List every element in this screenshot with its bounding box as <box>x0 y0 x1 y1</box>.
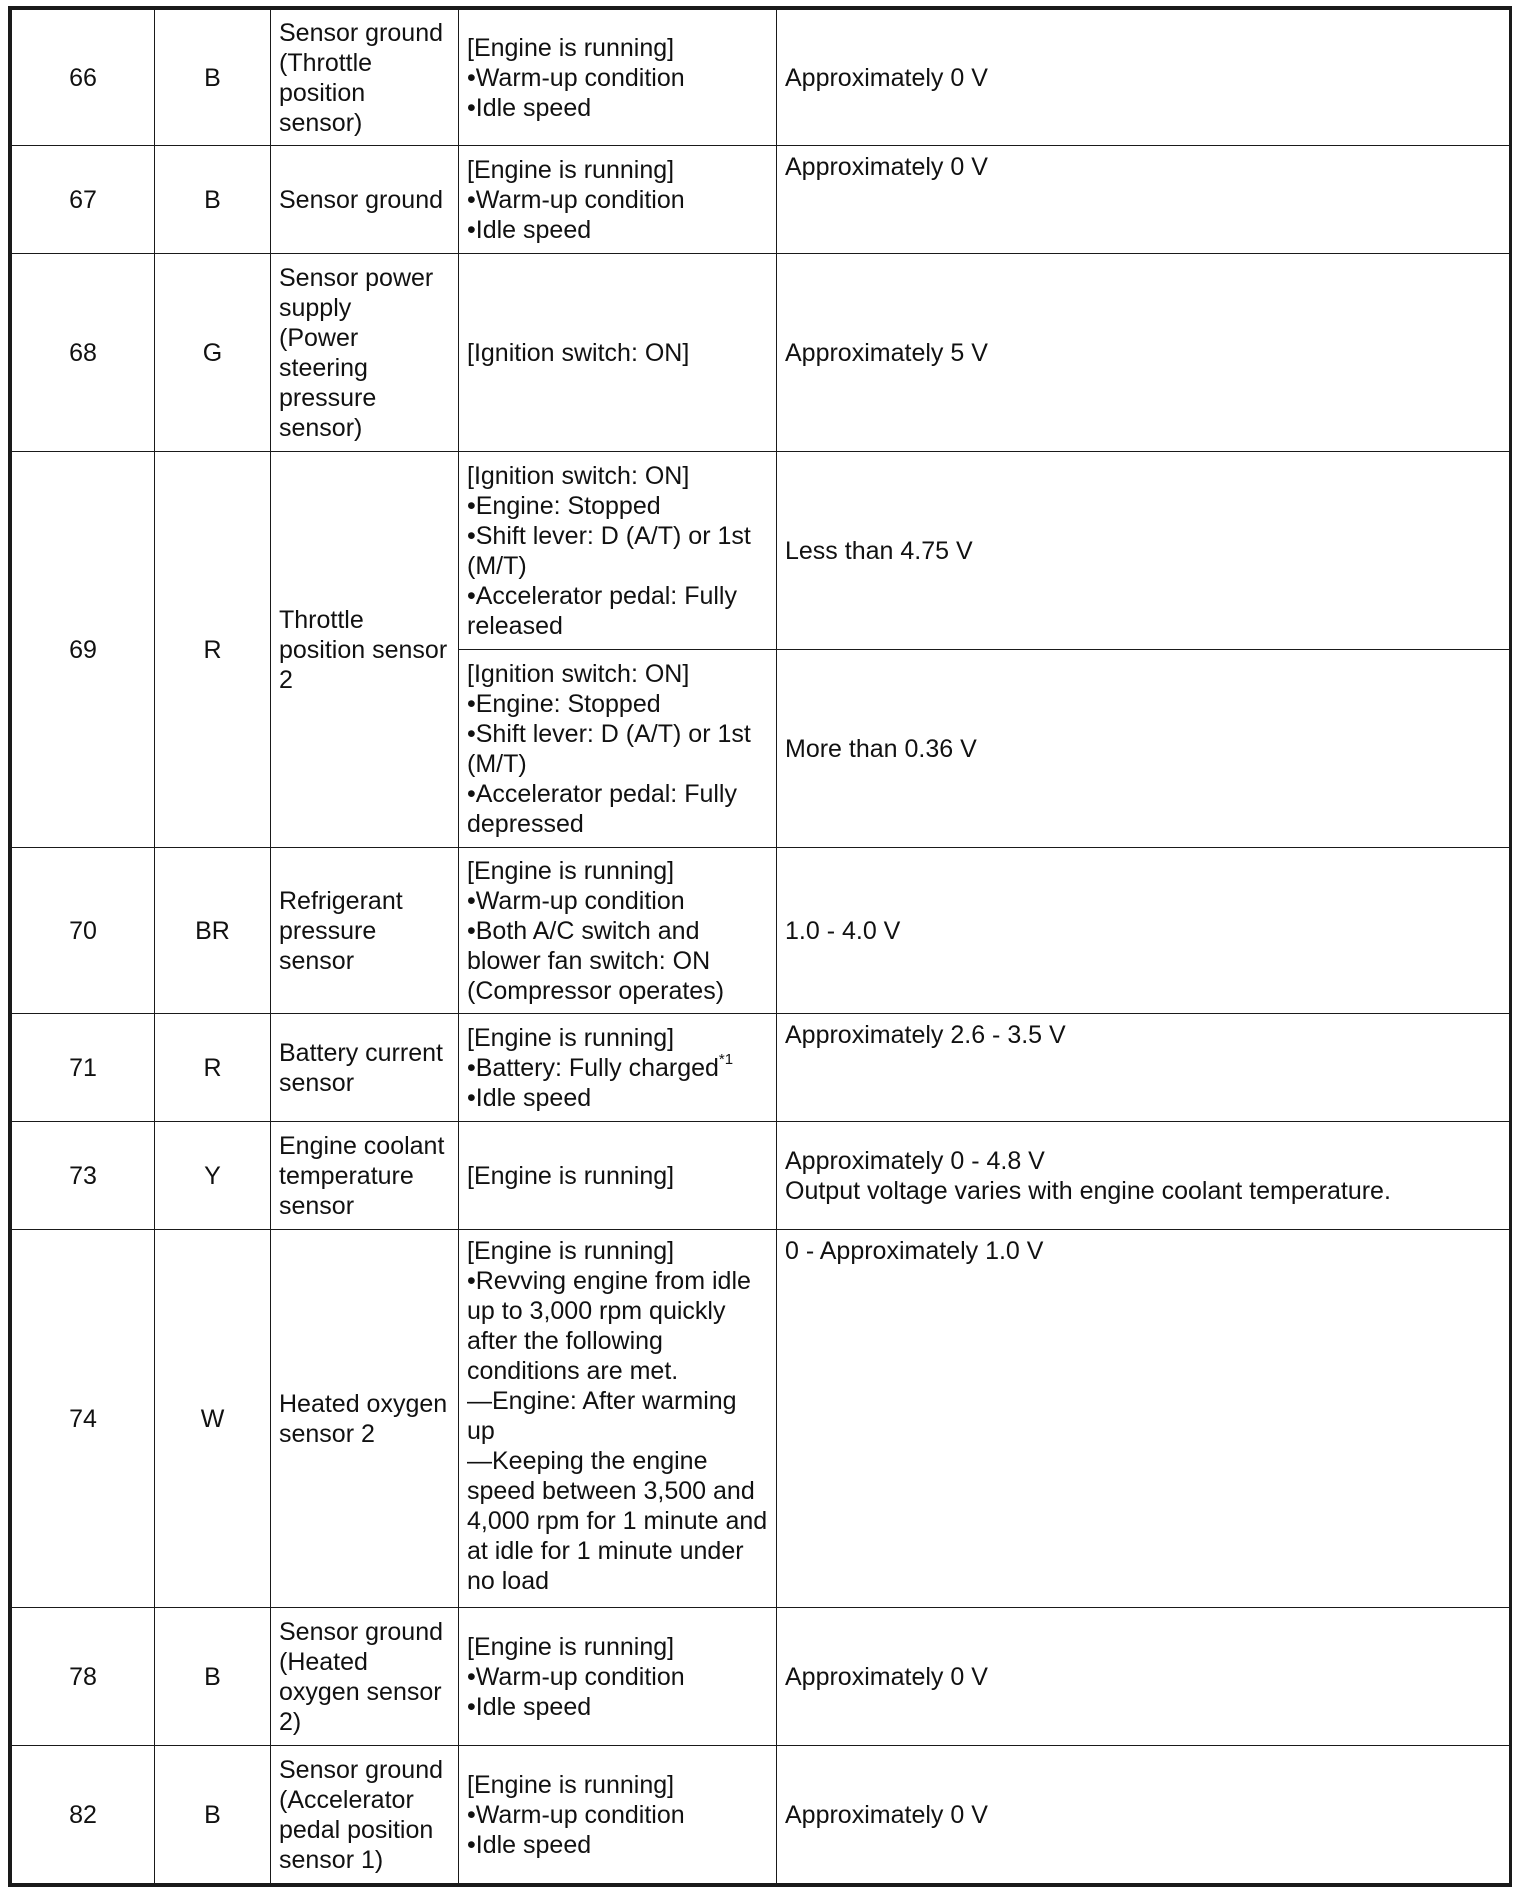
wire-color: B <box>155 10 271 146</box>
condition-line: at idle for 1 minute under <box>467 1537 744 1565</box>
condition-line: (Compressor operates) <box>467 976 725 1005</box>
condition-line: 4,000 rpm for 1 minute and <box>467 1507 768 1535</box>
condition-line: [Engine is running] <box>467 856 675 885</box>
condition-line: •Idle speed <box>467 1830 592 1859</box>
condition-cell <box>459 1746 777 1884</box>
table-row <box>12 1014 1510 1122</box>
condition-cell <box>459 1230 777 1608</box>
signal-description: Sensor ground (Heated oxygen sensor 2) <box>271 1608 459 1746</box>
condition-line: blower fan switch: ON <box>467 946 711 975</box>
value-cell: More than 0.36 V <box>777 650 1510 848</box>
wire-color: B <box>155 1608 271 1746</box>
wire-color: B <box>155 146 271 254</box>
signal-description: Throttle position sensor 2 <box>271 452 459 848</box>
value-cell: Approximately 0 V <box>777 1608 1510 1746</box>
condition-line: •Idle speed <box>467 1692 592 1721</box>
value-cell: Approximately 0 - 4.8 V Output voltage varies with engine coolant temperature. <box>777 1122 1510 1230</box>
condition-line: •Shift lever: D (A/T) or 1st <box>467 521 751 550</box>
table-row <box>12 848 1510 1014</box>
condition-cell <box>459 254 777 452</box>
condition-line: [Engine is running] <box>467 1770 675 1799</box>
terminal-number: 66 <box>12 10 155 146</box>
ecm-terminal-table-sheet <box>8 6 1512 1887</box>
condition-cell <box>459 1608 777 1746</box>
value-cell: Approximately 0 V <box>777 1746 1510 1884</box>
condition-line: •Engine: Stopped <box>467 689 661 718</box>
signal-description: Sensor power supply (Power steering pressure sensor) <box>271 254 459 452</box>
table-row <box>12 146 1510 254</box>
value-cell: Approximately 0 V <box>777 146 1510 254</box>
wire-color: W <box>155 1230 271 1608</box>
signal-description: Battery current sensor <box>271 1014 459 1122</box>
condition-line: •Warm-up condition <box>467 63 685 92</box>
terminal-number: 71 <box>12 1014 155 1122</box>
condition-line: (M/T) <box>467 749 527 778</box>
condition-line: [Engine is running] <box>467 1237 675 1265</box>
condition-line: •Shift lever: D (A/T) or 1st <box>467 719 751 748</box>
terminal-number: 82 <box>12 1746 155 1884</box>
condition-cell <box>459 146 777 254</box>
value-cell: Less than 4.75 V <box>777 452 1510 650</box>
terminal-number: 69 <box>12 452 155 848</box>
terminal-number: 74 <box>12 1230 155 1608</box>
table-row <box>12 1230 1510 1608</box>
condition-line: depressed <box>467 809 584 838</box>
value-cell: 1.0 - 4.0 V <box>777 848 1510 1014</box>
condition-line: •Battery: Fully charged$^{*1}$ <box>467 1051 734 1082</box>
condition-line: [Ignition switch: ON] <box>467 659 690 688</box>
terminal-number: 70 <box>12 848 155 1014</box>
table-row <box>12 1122 1510 1230</box>
condition-line: (M/T) <box>467 551 527 580</box>
condition-line: [Engine is running] <box>467 1023 675 1052</box>
terminal-number: 73 <box>12 1122 155 1230</box>
condition-line: conditions are met. <box>467 1357 679 1385</box>
condition-line: •Idle speed <box>467 93 592 122</box>
condition-line: up <box>467 1417 495 1445</box>
condition-line: after the following <box>467 1327 663 1355</box>
value-cell: 0 - Approximately 1.0 V <box>777 1230 1510 1608</box>
value-cell: Approximately 5 V <box>777 254 1510 452</box>
condition-line: •Accelerator pedal: Fully <box>467 581 737 610</box>
condition-line: [Ignition switch: ON] <box>467 338 690 367</box>
terminal-number: 68 <box>12 254 155 452</box>
terminal-number: 67 <box>12 146 155 254</box>
condition-line: •Engine: Stopped <box>467 491 661 520</box>
condition-line: [Engine is running] <box>467 1632 675 1661</box>
wire-color: Y <box>155 1122 271 1230</box>
signal-description: Sensor ground (Accelerator pedal position sensor 1) <box>271 1746 459 1884</box>
condition-line: [Engine is running] <box>467 33 675 62</box>
table-row <box>12 1746 1510 1884</box>
table-row <box>12 452 1510 650</box>
condition-cell <box>459 1014 777 1122</box>
condition-cell <box>459 1122 777 1230</box>
condition-line: •Idle speed <box>467 215 592 244</box>
wire-color: R <box>155 1014 271 1122</box>
condition-line: •Warm-up condition <box>467 185 685 214</box>
wire-color: BR <box>155 848 271 1014</box>
condition-line: •Warm-up condition <box>467 1800 685 1829</box>
condition-cell <box>459 10 777 146</box>
condition-line: [Engine is running] <box>467 155 675 184</box>
condition-line: •Warm-up condition <box>467 886 685 915</box>
condition-line: [Ignition switch: ON] <box>467 461 690 490</box>
condition-line: •Accelerator pedal: Fully <box>467 779 737 808</box>
condition-line: —Engine: After warming <box>467 1387 737 1415</box>
wire-color: G <box>155 254 271 452</box>
signal-description: Refrigerant pressure sensor <box>271 848 459 1014</box>
condition-line: no load <box>467 1567 550 1595</box>
condition-line: •Both A/C switch and <box>467 916 700 945</box>
condition-line: up to 3,000 rpm quickly <box>467 1297 726 1325</box>
table-body <box>12 10 1510 1884</box>
condition-cell <box>459 650 777 848</box>
condition-line: [Engine is running] <box>467 1161 675 1190</box>
condition-line: •Revving engine from idle <box>467 1267 751 1295</box>
wire-color: R <box>155 452 271 848</box>
condition-line: •Idle speed <box>467 1083 592 1112</box>
condition-line: speed between 3,500 and <box>467 1477 755 1505</box>
table-row <box>12 10 1510 146</box>
condition-cell <box>459 452 777 650</box>
condition-line: •Warm-up condition <box>467 1662 685 1691</box>
footnote-marker: *1 <box>718 1051 734 1069</box>
table-row <box>12 1608 1510 1746</box>
condition-line: released <box>467 611 563 640</box>
value-cell: Approximately 0 V <box>777 10 1510 146</box>
terminal-number: 78 <box>12 1608 155 1746</box>
condition-cell <box>459 848 777 1014</box>
signal-description: Sensor ground (Throttle position sensor) <box>271 10 459 146</box>
value-cell: Approximately 2.6 - 3.5 V <box>777 1014 1510 1122</box>
signal-description: Heated oxygen sensor 2 <box>271 1230 459 1608</box>
table-row <box>12 254 1510 452</box>
signal-description: Sensor ground <box>271 146 459 254</box>
condition-line: —Keeping the engine <box>467 1447 708 1475</box>
signal-description: Engine coolant temperature sensor <box>271 1122 459 1230</box>
wire-color: B <box>155 1746 271 1884</box>
ecm-terminal-table <box>11 9 1510 1884</box>
